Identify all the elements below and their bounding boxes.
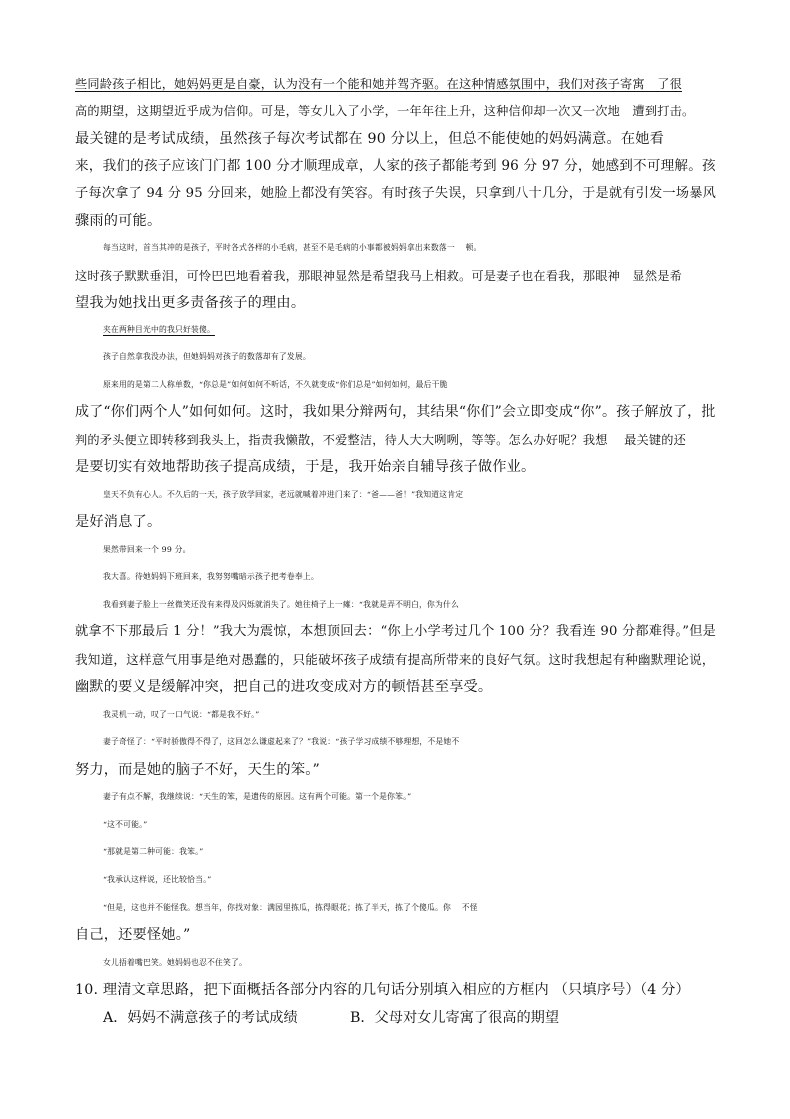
text-line: 我看到妻子脸上一丝微笑还没有来得及闪烁就消失了。她往椅子上一瘫：“我就是弄不明白，你为什么 <box>103 600 460 609</box>
text-line: 成了“你们两个人”如何如何。这时，我如果分辩两句，其结果“你们”会立即变成“你”。孩子解放了，批 <box>75 404 716 420</box>
text-line: 夹在两种目光中的我只好装傻。 <box>103 325 215 334</box>
text-line: 是好消息了。 <box>75 514 162 530</box>
option-a: A．妈妈不满意孩子的考试成绩 <box>103 1010 298 1026</box>
question-stem: 10. 理清文章思路，把下面概括各部分内容的几句话分别填入相应的方框内 （只填序号）（4 分） <box>75 982 690 998</box>
text-line: 些同龄孩子相比，她妈妈更是自豪，认为没有一个能和她并驾齐驱。在这种情感氛围中，我们对孩子寄寓 了很 <box>75 77 682 91</box>
text-line: 每当这时，首当其冲的是孩子，平时各式各样的小毛病，甚至不是毛病的小事都被妈妈拿出来数落一 顿。 <box>103 243 482 252</box>
text-line: 这时孩子默默垂泪，可怜巴巴地看着我，那眼神显然是希望我马上相救。可是妻子也在看我，那眼神 显然是希 <box>75 269 682 283</box>
text-line: 骤雨的可能。 <box>75 213 162 229</box>
text-line: 努力，而是她的脑子不好，天生的笨。” <box>75 762 320 778</box>
text-line: “这不可能。” <box>103 820 148 829</box>
text-line: 高的期望，这期望近乎成为信仰。可是，等女儿入了小学，一年年往上升，这种信仰却一次又一次地 遭到打击。 <box>75 104 695 118</box>
text-line: 是要切实有效地帮助孩子提高成绩，于是，我开始亲自辅导孩子做作业。 <box>75 459 536 475</box>
text-line: 妻子奇怪了：“平时骄傲得不得了，这回怎么谦虚起来了？”我说：“孩子学习成绩不够理想，不是她不 <box>103 737 460 746</box>
text-line: 自己，还要怪她。” <box>75 927 191 943</box>
text-line: 果然带回来一个 99 分。 <box>103 545 191 554</box>
text-line: 女儿捂着嘴巴笑。她妈妈也忍不住笑了。 <box>103 958 247 967</box>
text-line: 子每次拿了 94 分 95 分回来，她脸上都没有笑容。有时孩子失误，只拿到八十几分，于是就有引发一场暴风 <box>75 186 716 201</box>
text-line: 就拿不下那最后 1 分！”我大为震惊，本想顶回去：“你上小学考过几个 100 分？我看连 90 分都难得。”但是 <box>75 624 717 639</box>
option-b: B．父母对女儿寄寓了很高的期望 <box>350 1010 560 1026</box>
text-line: 望我为她找出更多责备孩子的理由。 <box>75 295 306 311</box>
text-line: 最关键的是考试成绩，虽然孩子每次考试都在 90 分以上，但总不能使她的妈妈满意。在她看 <box>75 131 664 147</box>
text-line: 我大喜。待她妈妈下班回来，我努努嘴暗示孩子把考卷奉上。 <box>103 572 319 581</box>
text-line: “我承认这样说，还比较恰当。” <box>103 875 212 884</box>
text-line: 妻子有点不解，我继续说：“天生的笨，是遗传的原因。这有两个可能。第一个是你笨。” <box>103 792 412 801</box>
text-line: 幽默的要义是缓解冲突，把自己的进攻变成对方的顿悟甚至享受。 <box>75 679 493 695</box>
text-line: 判的矛头便立即转移到我头上，指责我懒散，不爱整洁，待人大大咧咧，等等。怎么办好呢？我想 最关键的还 <box>75 433 687 447</box>
text-line: 来，我们的孩子应该门门都 100 分才顺理成章，人家的孩子都能考到 96 分 97 分，她感到不可理解。孩 <box>75 158 716 174</box>
text-line: 我知道，这样意气用事是绝对愚蠢的，只能破坏孩子成绩有提高所带来的良好气氛。这时我想起有种幽默理论说， <box>75 652 715 667</box>
text-line: 皇天不负有心人。不久后的一天，孩子放学回家，老远就喊着冲进门来了：“爸——爸！”我知道这肯定 <box>103 490 464 499</box>
text-line: “那就是第二种可能：我笨。” <box>103 847 204 856</box>
text-line: 我灵机一动，叹了一口气说：“都是我不好。” <box>103 710 260 719</box>
text-line: 孩子自然拿我没办法，但她妈妈对孩子的数落却有了发展。 <box>103 352 311 361</box>
text-line: 原来用的是第二人称单数，“你总是”如何如何不听话，不久就变成“你们总是”如何如何，最后干脆 <box>103 380 448 389</box>
text-line: “但是，这也并不能怪我。想当年，你找对象：满园里拣瓜，拣得眼花；拣了半天，拣了个傻瓜。你 不怪 <box>103 903 478 912</box>
